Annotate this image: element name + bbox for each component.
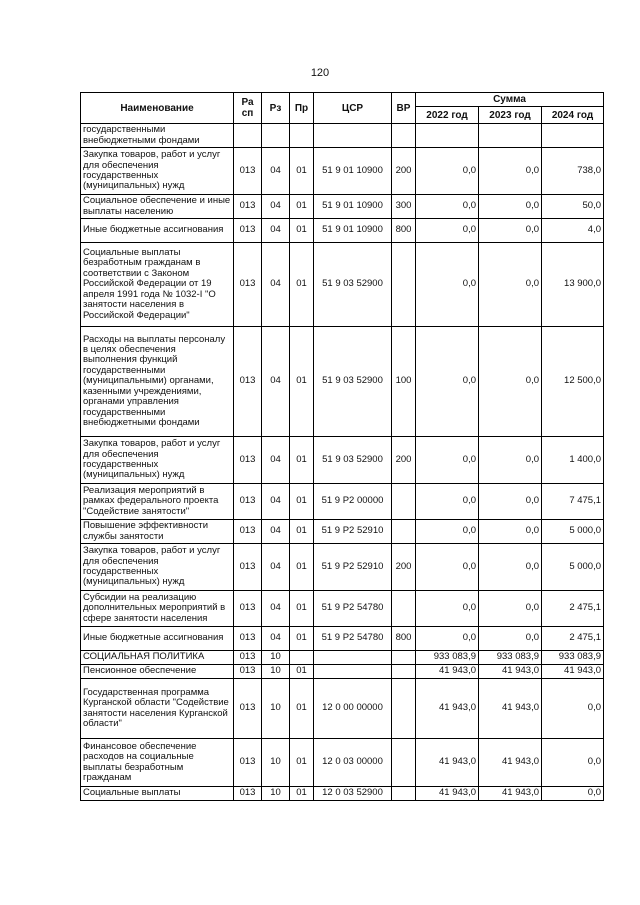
cell-vr: 300 — [392, 195, 416, 219]
cell-name: Пенсионное обеспечение — [81, 665, 234, 679]
cell-csr: 51 9 P2 52910 — [314, 520, 392, 544]
cell-vr: 200 — [392, 544, 416, 591]
cell-2022: 0,0 — [416, 544, 479, 591]
cell-vr — [392, 679, 416, 739]
cell-vr — [392, 787, 416, 801]
cell-rz: 04 — [262, 544, 290, 591]
cell-2023: 0,0 — [479, 437, 542, 484]
cell-vr: 800 — [392, 627, 416, 651]
header-rz: Рз — [262, 93, 290, 124]
cell-rasp: 013 — [234, 627, 262, 651]
cell-2023: 0,0 — [479, 627, 542, 651]
table-row — [81, 591, 604, 627]
cell-2023: 41 943,0 — [479, 665, 542, 679]
cell-2023: 0,0 — [479, 544, 542, 591]
cell-rasp: 013 — [234, 520, 262, 544]
header-sum: Сумма — [416, 93, 604, 107]
cell-2022 — [416, 124, 479, 148]
cell-rasp: 013 — [234, 665, 262, 679]
cell-rz: 04 — [262, 591, 290, 627]
cell-2024: 0,0 — [542, 787, 604, 801]
table-row — [81, 195, 604, 219]
cell-2022: 0,0 — [416, 148, 479, 195]
cell-pr: 01 — [290, 679, 314, 739]
cell-csr: 51 9 03 52900 — [314, 327, 392, 437]
cell-vr — [392, 484, 416, 520]
cell-rasp: 013 — [234, 148, 262, 195]
cell-2023: 0,0 — [479, 327, 542, 437]
cell-rz: 04 — [262, 195, 290, 219]
cell-rasp: 013 — [234, 243, 262, 327]
cell-2022: 0,0 — [416, 484, 479, 520]
cell-2022: 0,0 — [416, 219, 479, 243]
cell-pr: 01 — [290, 520, 314, 544]
cell-2024: 5 000,0 — [542, 520, 604, 544]
table-row — [81, 627, 604, 651]
cell-2023: 41 943,0 — [479, 739, 542, 787]
cell-csr: 51 9 03 52900 — [314, 243, 392, 327]
cell-name: Повышение эффективности службы занятости — [81, 520, 234, 544]
table-row — [81, 544, 604, 591]
cell-vr — [392, 243, 416, 327]
cell-csr: 12 0 03 52900 — [314, 787, 392, 801]
cell-csr: 51 9 03 52900 — [314, 437, 392, 484]
cell-2024: 7 475,1 — [542, 484, 604, 520]
cell-rasp: 013 — [234, 219, 262, 243]
table-row — [81, 665, 604, 679]
cell-rasp: 013 — [234, 787, 262, 801]
cell-2022: 41 943,0 — [416, 679, 479, 739]
cell-pr: 01 — [290, 437, 314, 484]
cell-name: Реализация мероприятий в рамках федерального проекта "Содействие занятости" — [81, 484, 234, 520]
cell-pr — [290, 651, 314, 665]
table-row — [81, 327, 604, 437]
header-2023: 2023 год — [479, 107, 542, 124]
cell-csr: 51 9 P2 00000 — [314, 484, 392, 520]
header-2024: 2024 год — [542, 107, 604, 124]
table-row — [81, 651, 604, 665]
cell-2024: 41 943,0 — [542, 665, 604, 679]
cell-vr: 200 — [392, 437, 416, 484]
cell-csr — [314, 665, 392, 679]
cell-2024: 2 475,1 — [542, 591, 604, 627]
cell-pr: 01 — [290, 148, 314, 195]
table-row — [81, 787, 604, 801]
table-row — [81, 124, 604, 148]
budget-table — [80, 92, 604, 801]
cell-2023 — [479, 124, 542, 148]
cell-csr: 51 9 P2 54780 — [314, 627, 392, 651]
cell-rz: 04 — [262, 627, 290, 651]
cell-2022: 0,0 — [416, 591, 479, 627]
cell-rz: 04 — [262, 219, 290, 243]
cell-pr: 01 — [290, 591, 314, 627]
cell-name: Социальные выплаты — [81, 787, 234, 801]
cell-2023: 0,0 — [479, 219, 542, 243]
cell-name: Иные бюджетные ассигнования — [81, 219, 234, 243]
cell-csr — [314, 124, 392, 148]
cell-rasp: 013 — [234, 195, 262, 219]
cell-2023: 41 943,0 — [479, 679, 542, 739]
header-2022: 2022 год — [416, 107, 479, 124]
cell-rz: 04 — [262, 484, 290, 520]
cell-2023: 0,0 — [479, 484, 542, 520]
cell-rasp: 013 — [234, 437, 262, 484]
cell-csr: 12 0 03 00000 — [314, 739, 392, 787]
cell-rz: 04 — [262, 327, 290, 437]
cell-rasp: 013 — [234, 679, 262, 739]
cell-name: Закупка товаров, работ и услуг для обеспечения государственных (муниципальных) нужд — [81, 544, 234, 591]
cell-vr — [392, 651, 416, 665]
cell-2024: 50,0 — [542, 195, 604, 219]
cell-2024: 4,0 — [542, 219, 604, 243]
cell-rz: 10 — [262, 651, 290, 665]
header-pr: Пр — [290, 93, 314, 124]
cell-2022: 41 943,0 — [416, 665, 479, 679]
cell-2024 — [542, 124, 604, 148]
cell-rz — [262, 124, 290, 148]
cell-rasp: 013 — [234, 484, 262, 520]
cell-2023: 0,0 — [479, 195, 542, 219]
cell-2022: 0,0 — [416, 195, 479, 219]
cell-csr — [314, 651, 392, 665]
cell-vr — [392, 739, 416, 787]
cell-pr: 01 — [290, 787, 314, 801]
cell-pr: 01 — [290, 739, 314, 787]
cell-rz: 04 — [262, 437, 290, 484]
cell-rz: 10 — [262, 665, 290, 679]
cell-vr: 200 — [392, 148, 416, 195]
cell-vr: 100 — [392, 327, 416, 437]
cell-2024: 738,0 — [542, 148, 604, 195]
cell-name: Закупка товаров, работ и услуг для обеспечения государственных (муниципальных) нужд — [81, 148, 234, 195]
cell-rasp: 013 — [234, 544, 262, 591]
cell-name: Субсидии на реализацию дополнительных мероприятий в сфере занятости населения — [81, 591, 234, 627]
cell-2022: 0,0 — [416, 327, 479, 437]
cell-rasp: 013 — [234, 651, 262, 665]
cell-rz: 04 — [262, 520, 290, 544]
cell-2022: 41 943,0 — [416, 787, 479, 801]
cell-vr — [392, 520, 416, 544]
table-row — [81, 243, 604, 327]
cell-2023: 0,0 — [479, 148, 542, 195]
cell-name: Расходы на выплаты персоналу в целях обеспечения выполнения функций государственными (муниципальными) органами, казенными учреждениями, органами управления государственными внебюджетными фондами — [81, 327, 234, 437]
cell-name: Финансовое обеспечение расходов на социальные выплаты безработным гражданам — [81, 739, 234, 787]
cell-2024: 12 500,0 — [542, 327, 604, 437]
page-number: 120 — [310, 67, 330, 79]
cell-csr: 51 9 01 10900 — [314, 195, 392, 219]
cell-pr: 01 — [290, 327, 314, 437]
cell-pr: 01 — [290, 627, 314, 651]
cell-vr — [392, 591, 416, 627]
cell-vr — [392, 124, 416, 148]
cell-2024: 0,0 — [542, 739, 604, 787]
cell-2023: 0,0 — [479, 243, 542, 327]
cell-csr: 12 0 00 00000 — [314, 679, 392, 739]
cell-rasp: 013 — [234, 591, 262, 627]
cell-pr: 01 — [290, 544, 314, 591]
cell-2024: 0,0 — [542, 679, 604, 739]
cell-2022: 933 083,9 — [416, 651, 479, 665]
header-vr: ВР — [392, 93, 416, 124]
cell-2022: 0,0 — [416, 627, 479, 651]
cell-name: Социальное обеспечение и иные выплаты населению — [81, 195, 234, 219]
cell-rz: 10 — [262, 787, 290, 801]
cell-csr: 51 9 P2 54780 — [314, 591, 392, 627]
table-row — [81, 520, 604, 544]
cell-2024: 933 083,9 — [542, 651, 604, 665]
cell-pr: 01 — [290, 219, 314, 243]
cell-rz: 10 — [262, 679, 290, 739]
cell-2023: 41 943,0 — [479, 787, 542, 801]
table-row — [81, 219, 604, 243]
cell-name: Закупка товаров, работ и услуг для обеспечения государственных (муниципальных) нужд — [81, 437, 234, 484]
cell-vr: 800 — [392, 219, 416, 243]
header-rasp: Ра сп — [234, 93, 262, 124]
cell-pr: 01 — [290, 665, 314, 679]
cell-2023: 933 083,9 — [479, 651, 542, 665]
cell-rasp — [234, 124, 262, 148]
cell-rz: 04 — [262, 148, 290, 195]
cell-2023: 0,0 — [479, 591, 542, 627]
cell-rasp: 013 — [234, 327, 262, 437]
cell-2022: 41 943,0 — [416, 739, 479, 787]
cell-rz: 10 — [262, 739, 290, 787]
table-row — [81, 437, 604, 484]
cell-name: Государственная программа Курганской области "Содействие занятости населения Курганской области" — [81, 679, 234, 739]
cell-vr — [392, 665, 416, 679]
cell-2022: 0,0 — [416, 520, 479, 544]
cell-2022: 0,0 — [416, 243, 479, 327]
cell-name: Социальные выплаты безработным гражданам в соответствии с Законом Российской Федерации от 19 апреля 1991 года № 1032-I "О занятости населения в Российской Федерации" — [81, 243, 234, 327]
cell-name: государственными внебюджетными фондами — [81, 124, 234, 148]
cell-csr: 51 9 01 10900 — [314, 148, 392, 195]
cell-pr — [290, 124, 314, 148]
header-name: Наименование — [81, 93, 234, 124]
cell-pr: 01 — [290, 484, 314, 520]
cell-name: СОЦИАЛЬНАЯ ПОЛИТИКА — [81, 651, 234, 665]
table-row — [81, 484, 604, 520]
cell-name: Иные бюджетные ассигнования — [81, 627, 234, 651]
table-row — [81, 679, 604, 739]
cell-2022: 0,0 — [416, 437, 479, 484]
cell-csr: 51 9 P2 52910 — [314, 544, 392, 591]
cell-rasp: 013 — [234, 739, 262, 787]
cell-2024: 1 400,0 — [542, 437, 604, 484]
cell-2024: 13 900,0 — [542, 243, 604, 327]
cell-2024: 5 000,0 — [542, 544, 604, 591]
header-csr: ЦСР — [314, 93, 392, 124]
cell-2023: 0,0 — [479, 520, 542, 544]
cell-pr: 01 — [290, 243, 314, 327]
table-row — [81, 148, 604, 195]
cell-2024: 2 475,1 — [542, 627, 604, 651]
cell-pr: 01 — [290, 195, 314, 219]
table-row — [81, 739, 604, 787]
cell-csr: 51 9 01 10900 — [314, 219, 392, 243]
cell-rz: 04 — [262, 243, 290, 327]
